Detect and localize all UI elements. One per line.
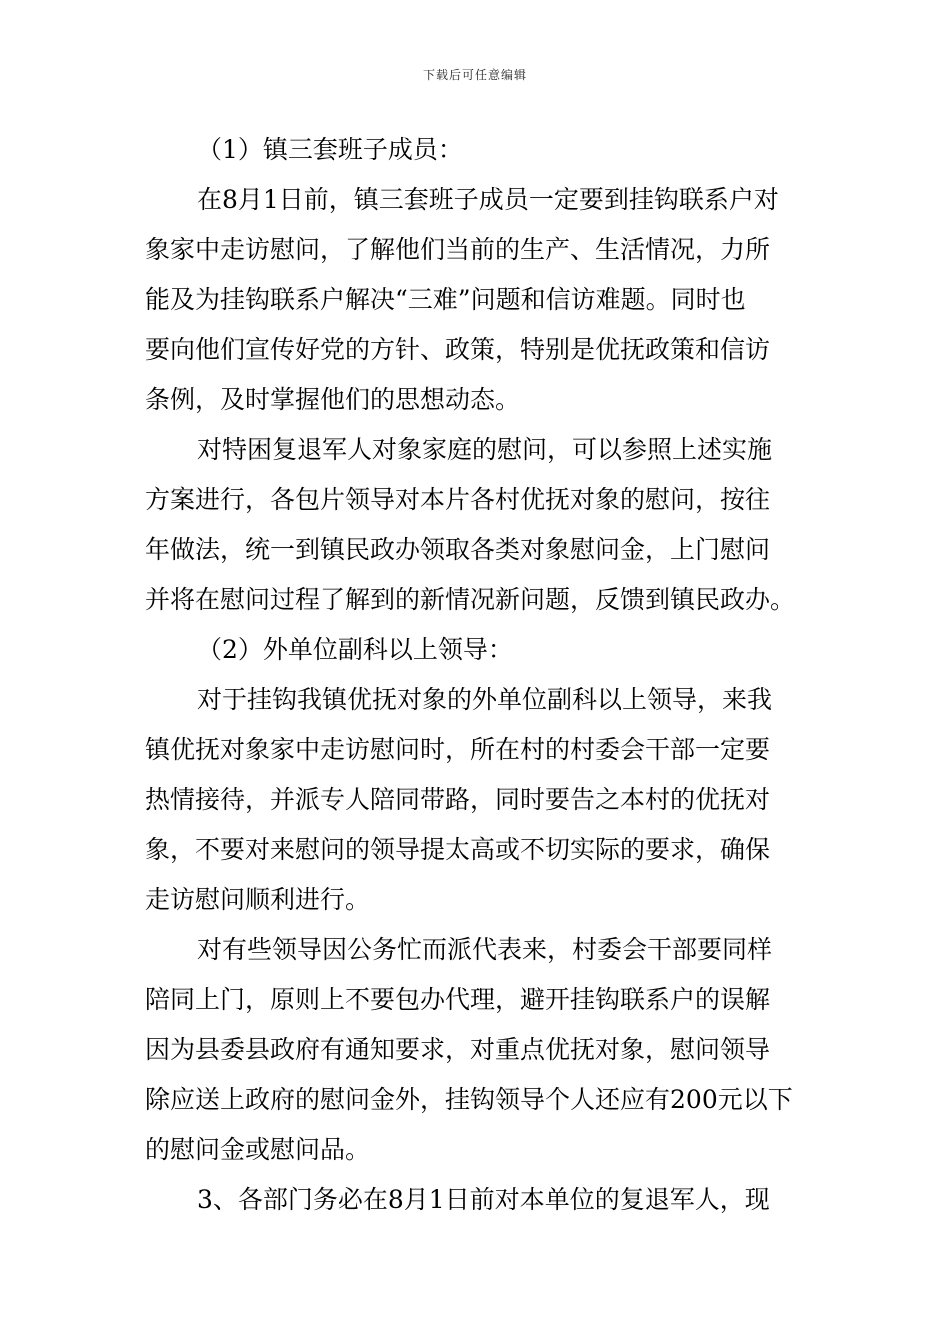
text-line: 镇优抚对象家中走访慰问时，所在村的村委会干部一定要 — [145, 735, 771, 764]
text-line: 能及为挂钩联系户解决“三难”问题和信访难题。同时也 — [145, 285, 746, 314]
text-line: 象家中走访慰问，了解他们当前的生产、生活情况，力所 — [145, 235, 771, 264]
text-line: 除应送上政府的慰问金外，挂钩领导个人还应有200元以下 — [145, 1085, 793, 1114]
text-line: 年做法，统一到镇民政办领取各类对象慰问金，上门慰问 — [145, 535, 771, 564]
text-line: （2）外单位副科以上领导： — [197, 635, 513, 664]
header-note: 下载后可任意编辑 — [422, 68, 527, 82]
text-line: 对于挂钩我镇优抚对象的外单位副科以上领导，来我 — [197, 685, 773, 714]
text-line: 走访慰问顺利进行。 — [145, 885, 371, 914]
text-line: 在8月1日前，镇三套班子成员一定要到挂钩联系户对 — [197, 185, 779, 214]
text-line: 因为县委县政府有通知要求，对重点优抚对象，慰问领导 — [145, 1035, 771, 1064]
text-line: 要向他们宣传好党的方针、政策，特别是优抚政策和信访 — [145, 335, 771, 364]
text-line: 对有些领导因公务忙而派代表来，村委会干部要同样 — [197, 935, 773, 964]
text-line: 对特困复退军人对象家庭的慰问，可以参照上述实施 — [197, 435, 773, 464]
text-line: 并将在慰问过程了解到的新情况新问题，反馈到镇民政办。 — [145, 585, 796, 614]
text-line: 3、各部门务必在8月1日前对本单位的复退军人，现 — [197, 1185, 770, 1214]
text-line: 方案进行，各包片领导对本片各村优抚对象的慰问，按往 — [145, 485, 771, 514]
text-line: 陪同上门，原则上不要包办代理，避开挂钩联系户的误解 — [145, 985, 771, 1014]
text-line: 的慰问金或慰问品。 — [145, 1135, 371, 1164]
text-line: 热情接待，并派专人陪同带路，同时要告之本村的优抚对 — [145, 785, 771, 814]
text-line: 象，不要对来慰问的领导提太高或不切实际的要求，确保 — [145, 835, 771, 864]
text-line: （1）镇三套班子成员： — [197, 135, 463, 164]
text-line: 条例，及时掌握他们的思想动态。 — [145, 385, 521, 414]
